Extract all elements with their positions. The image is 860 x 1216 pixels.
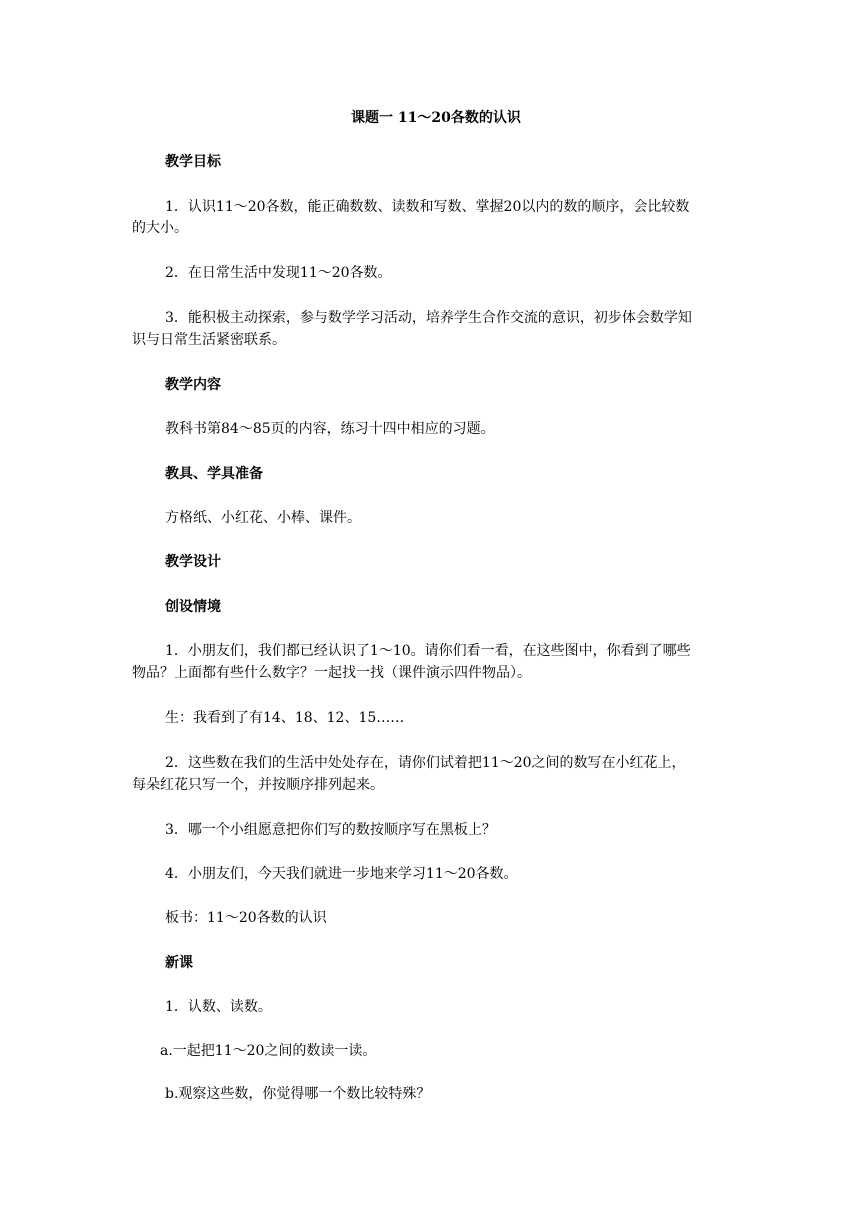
goal-2: 2．在日常生活中发现11～20各数。: [165, 265, 392, 281]
new-lesson-item-1b: b.观察这些数，你觉得哪一个数比较特殊？: [165, 1086, 431, 1102]
new-lesson-item-1: 1．认数、读数。: [165, 999, 272, 1015]
board-note: 板书：11～20各数的认识: [165, 910, 327, 926]
design-heading: 教学设计: [165, 554, 221, 570]
goal-1-line-2: 的大小。: [132, 220, 188, 236]
student-answer: 生：我看到了有14、18、12、15……: [165, 710, 405, 726]
goal-3-line-2: 识与日常生活紧密联系。: [132, 332, 286, 348]
scene-2-line-2: 每朵红花只写一个，并按顺序排列起来。: [132, 777, 384, 793]
goal-3-line-1: 3．能积极主动探索，参与数学学习活动，培养学生合作交流的意识，初步体会数学知: [165, 310, 692, 326]
new-lesson-heading: 新课: [165, 955, 193, 971]
new-lesson-item-1a: a.一起把11～20之间的数读一读。: [160, 1043, 377, 1059]
goal-1-line-1: 1．认识11～20各数，能正确数数、读数和写数、掌握20以内的数的顺序，会比较数: [165, 199, 690, 215]
document-title: 课题一 11～20各数的认识: [351, 110, 521, 126]
scene-1-line-2: 物品？上面都有些什么数字？一起找一找（课件演示四件物品）。: [132, 665, 531, 681]
scene-1-line-1: 1．小朋友们，我们都已经认识了1～10。请你们看一看，在这些图中，你看到了哪些: [165, 643, 691, 659]
content-text: 教科书第84～85页的内容，练习十四中相应的习题。: [165, 421, 495, 437]
scene-4: 4．小朋友们，今天我们就进一步地来学习11～20各数。: [165, 866, 518, 882]
goals-heading: 教学目标: [165, 154, 221, 170]
scene-heading: 创设情境: [165, 599, 221, 615]
content-heading: 教学内容: [165, 377, 221, 393]
scene-2-line-1: 2．这些数在我们的生活中处处存在，请你们试着把11～20之间的数写在小红花上，: [165, 755, 686, 771]
tools-text: 方格纸、小红花、小棒、课件。: [165, 510, 361, 526]
scene-3: 3．哪一个小组愿意把你们写的数按顺序写在黑板上？: [165, 822, 496, 838]
tools-heading: 教具、学具准备: [165, 466, 263, 482]
